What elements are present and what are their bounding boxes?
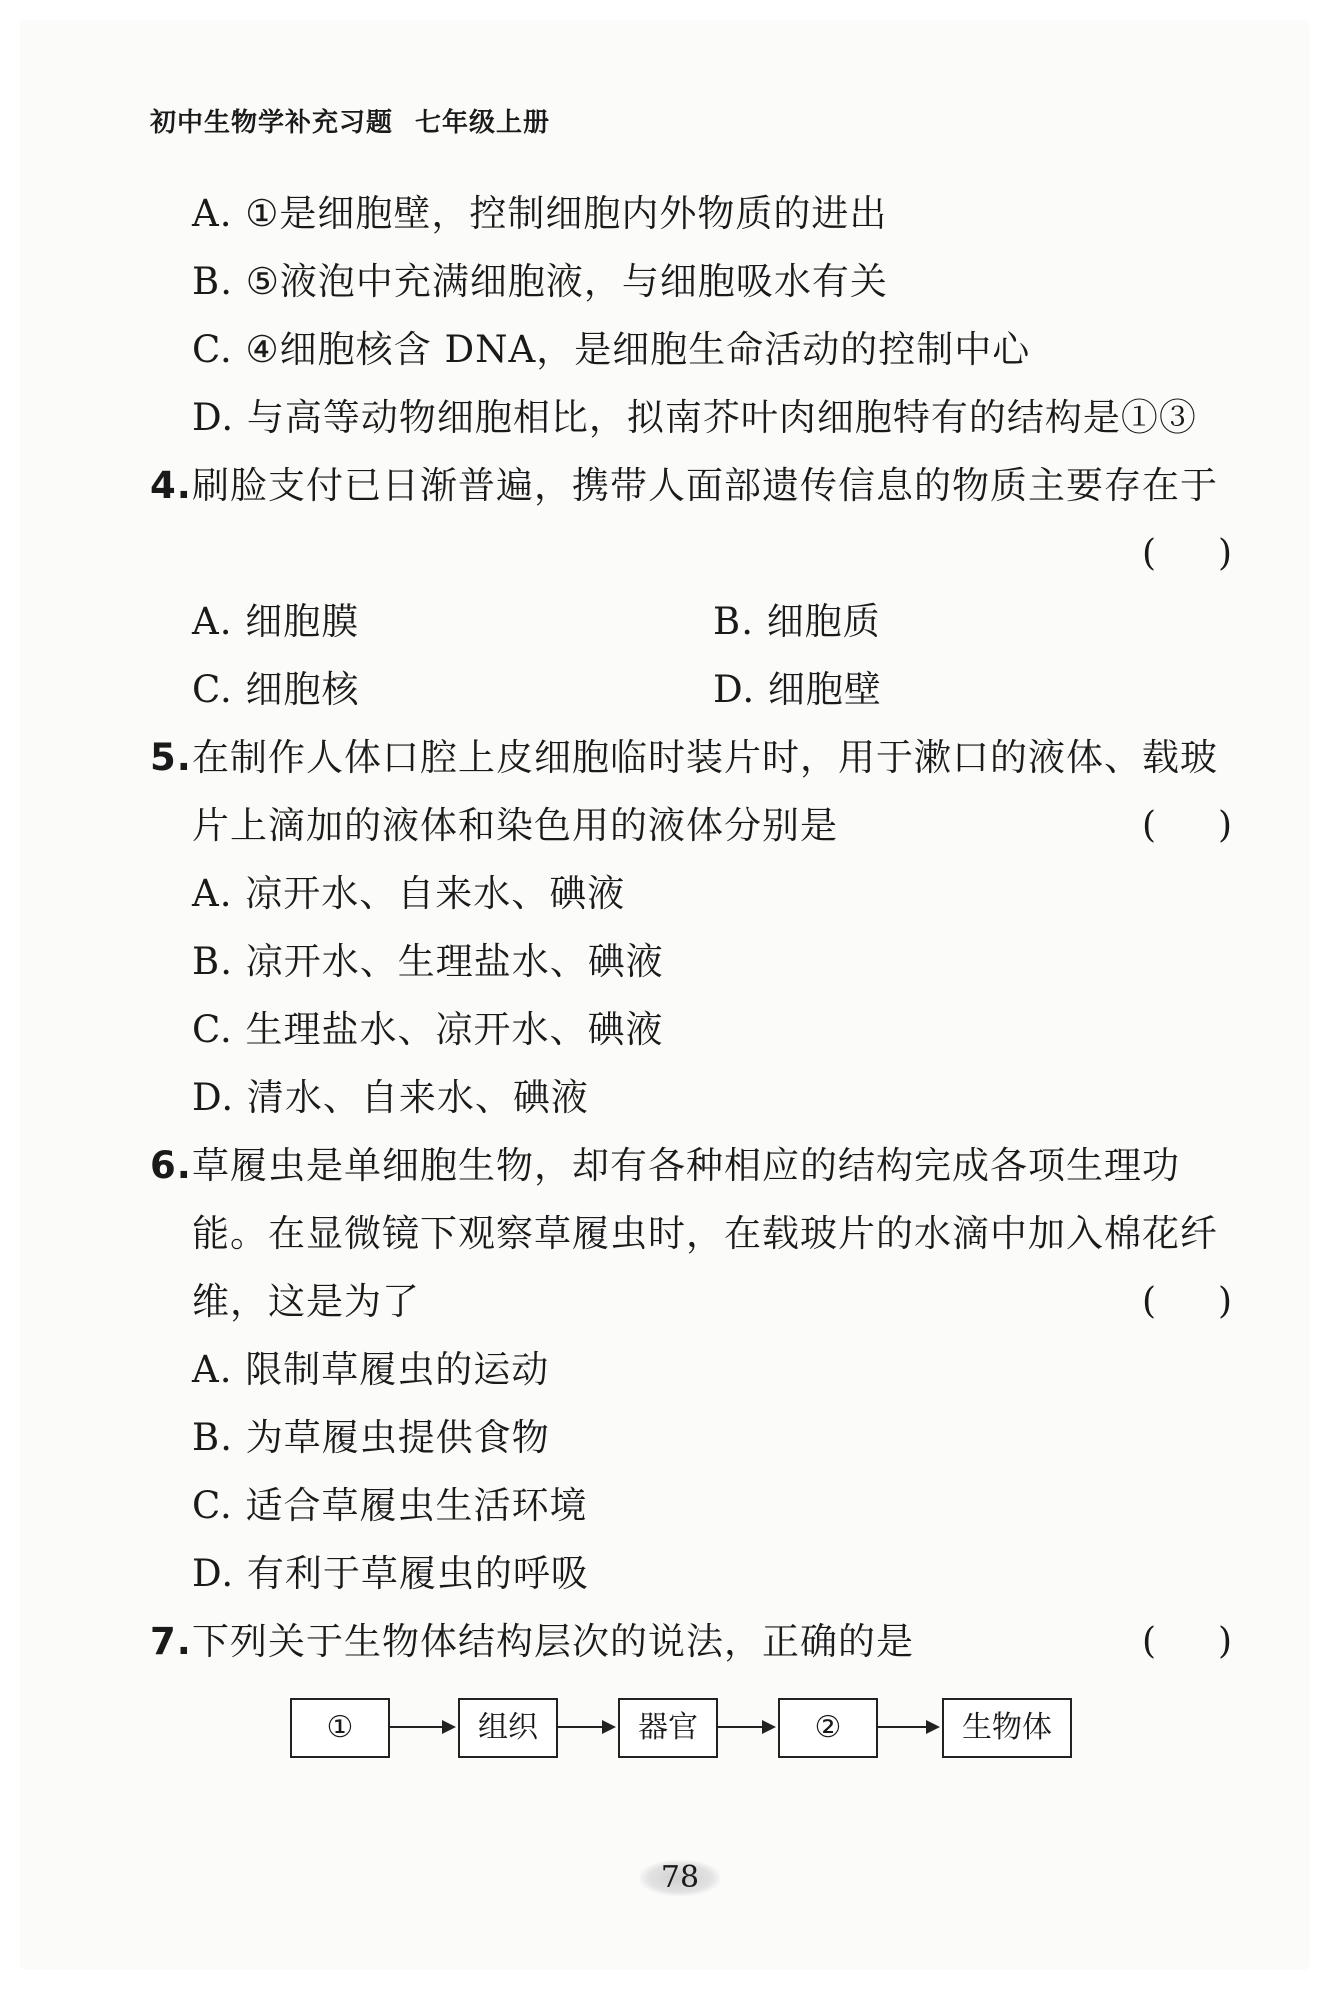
q5-number: 5. — [150, 736, 192, 779]
q4-text: 刷脸支付已日渐普遍，携带人面部遗传信息的物质主要存在于 — [192, 464, 1218, 507]
q5-option-a: A. 凉开水、自来水、碘液 — [192, 872, 626, 915]
q5-stem-line1 — [150, 734, 1218, 782]
q6-text-1: 草履虫是单细胞生物，却有各种相应的结构完成各项生理功 — [192, 1144, 1180, 1187]
q7-answer-bracket: ( ) — [1142, 1621, 1233, 1662]
q6-option-d: D. 有利于草履虫的呼吸 — [192, 1552, 589, 1595]
q3-option-b: B. ⑤液泡中充满细胞液，与细胞吸水有关 — [192, 260, 888, 303]
q5-answer-bracket: ( ) — [1142, 805, 1233, 846]
q6-option-c: C. 适合草履虫生活环境 — [192, 1484, 588, 1527]
structure-levels-diagram — [0, 1698, 1339, 1768]
q3-option-d: D. 与高等动物细胞相比，拟南芥叶肉细胞特有的结构是①③ — [192, 396, 1197, 439]
q7-text: 下列关于生物体结构层次的说法，正确的是 — [192, 1620, 914, 1663]
q5-option-d: D. 清水、自来水、碘液 — [192, 1076, 589, 1119]
q6-stem-line3: 维，这是为了 — [192, 1280, 420, 1323]
book-title: 初中生物学补充习题 — [150, 108, 394, 138]
q7-stem — [150, 1618, 914, 1666]
q6-stem-line1 — [150, 1142, 1180, 1190]
diagram-arrow-2 — [556, 1726, 614, 1728]
diagram-box-5: 生物体 — [942, 1698, 1072, 1758]
diagram-box-4: ② — [778, 1698, 878, 1758]
q3-option-a: A. ①是细胞壁，控制细胞内外物质的进出 — [192, 192, 888, 235]
page — [20, 20, 1310, 1970]
q6-answer-bracket: ( ) — [1142, 1281, 1233, 1322]
q4-stem — [150, 462, 1218, 510]
q5-option-b: B. 凉开水、生理盐水、碘液 — [192, 940, 664, 983]
diagram-arrow-4 — [876, 1726, 938, 1728]
book-volume: 七年级上册 — [415, 108, 551, 138]
running-header — [150, 102, 550, 139]
q4-answer-bracket: ( ) — [1142, 533, 1233, 574]
q7-number: 7. — [150, 1620, 192, 1663]
q4-option-a: A. 细胞膜 — [192, 600, 360, 643]
q5-option-c: C. 生理盐水、凉开水、碘液 — [192, 1008, 664, 1051]
q4-option-c: C. 细胞核 — [192, 668, 360, 711]
page-number: 78 — [640, 1860, 720, 1896]
q6-option-b: B. 为草履虫提供食物 — [192, 1416, 550, 1459]
diagram-box-3: 器官 — [618, 1698, 718, 1758]
q3-option-c: C. ④细胞核含 DNA，是细胞生命活动的控制中心 — [192, 328, 1031, 371]
q6-stem-line2: 能。在显微镜下观察草履虫时，在载玻片的水滴中加入棉花纤 — [192, 1212, 1218, 1255]
diagram-arrow-3 — [716, 1726, 774, 1728]
q6-number: 6. — [150, 1144, 192, 1187]
q4-number: 4. — [150, 464, 192, 507]
q6-option-a: A. 限制草履虫的运动 — [192, 1348, 550, 1391]
q4-option-b: B. 细胞质 — [713, 600, 881, 643]
diagram-box-1: ① — [290, 1698, 390, 1758]
q4-option-d: D. 细胞壁 — [713, 668, 882, 711]
diagram-box-2: 组织 — [458, 1698, 558, 1758]
q5-text-1: 在制作人体口腔上皮细胞临时装片时，用于漱口的液体、载玻 — [192, 736, 1218, 779]
diagram-arrow-1 — [388, 1726, 454, 1728]
q5-stem-line2: 片上滴加的液体和染色用的液体分别是 — [192, 804, 838, 847]
